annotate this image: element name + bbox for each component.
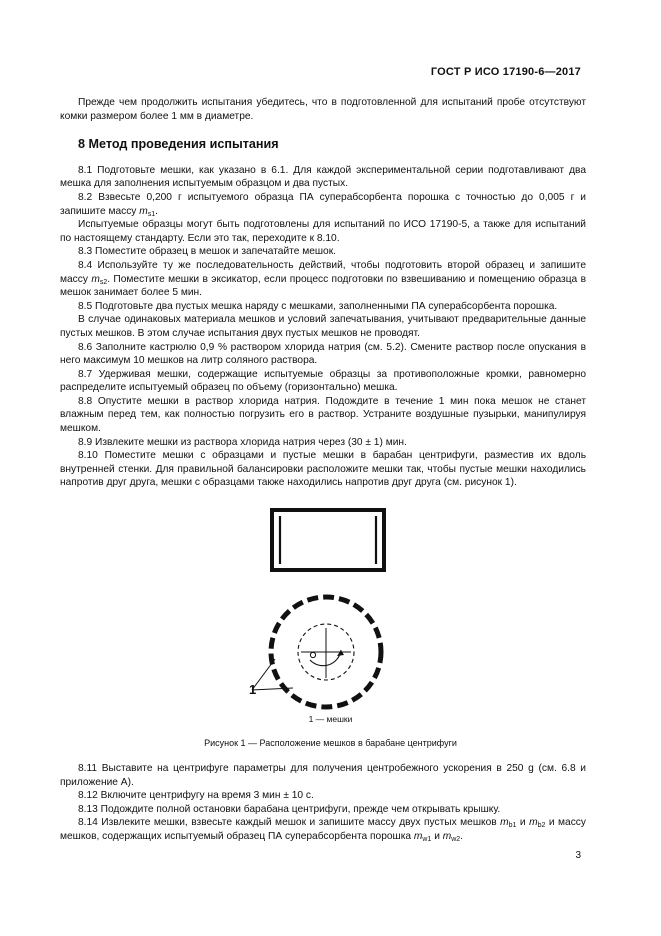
paragraph-8-4: 8.4 Используйте ту же последовательность действий, чтобы подготовить второй образец и запишите массу $m_{s2}$. Поместите мешки в эксикатор, если процесс подготовки по взвешиванию и помещению образца в мешок занимает более 5 мин. xyxy=(60,259,586,299)
paragraph-8-14: 8.14 Извлеките мешки, взвесьте каждый мешок и запишите массу двух пустых мешков $m_{b1}$ и $m_{b2}$ и массу мешков, содержащих испытуемый образец ПА суперабсорбента порошка $m_{w1}$ и $m_{w2}$. xyxy=(60,817,586,843)
centrifuge-drum xyxy=(271,597,381,707)
figure-marker-1: 1 xyxy=(249,682,257,697)
figure-caption: Рисунок 1 — Расположение мешков в барабане центрифуги xyxy=(204,738,457,748)
paragraph-8-8: 8.8 Опустите мешки в раствор хлорида натрия. Подождите в течение 1 мин пока мешок не станет влажным перед тем, как полностью погрузить его в раствор. Устраните воздушные пузырьки, манипулируя мешком. xyxy=(60,395,586,435)
page-number: 3 xyxy=(575,850,581,861)
intro-paragraph: Прежде чем продолжить испытания убедитесь, что в подготовленной для испытаний пробе отсутствуют комки размером более 1 мм в диаметре. xyxy=(60,97,586,122)
paragraph-8-5: 8.5 Подготовьте два пустых мешка наряду с мешками, заполненными ПА суперабсорбента порошка. xyxy=(78,300,558,312)
bag-outline xyxy=(272,510,384,570)
paragraph-8-10: 8.10 Поместите мешки с образцами и пустые мешки в барабан центрифуги, разместив их вдоль внутренней стенки. Для правильной балансировки расположите мешки так, чтобы пустые мешки находились напротив друг друга, мешки с образцами также находились напротив друг друга (см. рисунок 1). xyxy=(60,450,586,489)
page-body xyxy=(60,96,586,490)
paragraph-8-5-note: В случае одинаковых материала мешков и условий запечатывания, учитывают предварительные данные пустых мешков. В этом случае испытания двух пустых мешков не проводят. xyxy=(60,314,586,339)
paragraph-8-13: 8.13 Подождите полной остановки барабана центрифуги, прежде чем открывать крышку. xyxy=(78,803,501,815)
paragraph-8-6: 8.6 Заполните кастрюлю 0,9 % раствором хлорида натрия (см. 5.2). Смените раствор после опускания в него максимум 10 мешков на литр соляного раствора. xyxy=(60,341,586,367)
figure-legend: 1 — мешки xyxy=(308,714,353,724)
paragraph-8-2: 8.2 Взвесьте 0,200 г испытуемого образца ПА суперабсорбента порошка с точностью до 0,005 г и запишите массу $m_{s1}$. xyxy=(60,191,586,218)
page-body-continued xyxy=(60,762,586,844)
document-header: ГОСТ Р ИСО 17190-6—2017 xyxy=(430,66,581,78)
paragraph-8-7: 8.7 Удерживая мешки, содержащие испытуемые образцы за противоположные кромки, равномерно распределите испытуемый образец по объему (горизонтально) мешка. xyxy=(60,368,586,394)
paragraph-8-2-note: Испытуемые образцы могут быть подготовлены для испытаний по ИСО 17190-5, а также для испытаний по настоящему стандарту. Если это так, переходите к 8.10. xyxy=(60,219,586,244)
paragraph-8-1: 8.1 Подготовьте мешки, как указано в 6.1. Для каждой экспериментальной серии подготавливают два мешка для заполнения испытуемым образцом и два пустых. xyxy=(60,164,586,190)
paragraph-8-11: 8.11 Выставите на центрифуге параметры для получения центробежного ускорения в 250 g (см. 6.8 и приложение А). xyxy=(60,763,586,788)
paragraph-8-12: 8.12 Включите центрифугу на время 3 мин ± 10 с. xyxy=(78,790,314,802)
paragraph-8-9: 8.9 Извлеките мешки из раствора хлорида натрия через (30 ± 1) мин. xyxy=(78,436,407,448)
section-title: 8 Метод проведения испытания xyxy=(78,137,279,152)
paragraph-8-3: 8.3 Поместите образец в мешок и запечатайте мешок. xyxy=(78,246,336,258)
